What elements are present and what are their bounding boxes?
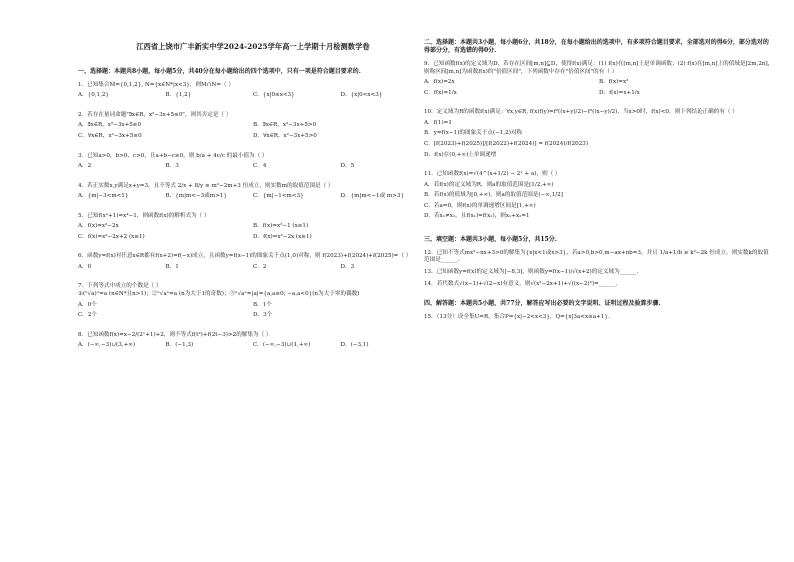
option-b: B．1	[165, 263, 179, 270]
question-4	[78, 183, 428, 204]
option-d: D．f(x)在(0,+∞)上单调递增	[424, 151, 497, 158]
question-14	[424, 281, 774, 289]
question-3	[78, 153, 428, 174]
option-b: B．{m|m<−3或m>1}	[165, 193, 227, 200]
question-stem: 11．已知函数f(x)=√(4^(x+1/2) − 2ˣ + a)，则（ ）	[424, 171, 561, 178]
option-c: C．{m|−1<m<3}	[253, 193, 304, 200]
option-d: D．3个	[253, 312, 273, 319]
option-b: B．3	[165, 163, 179, 170]
option-c: C．(−∞,−3)∪(1,+∞)	[253, 342, 311, 349]
option-c: C．∀x∈R，x²−3x+5≥0	[78, 133, 142, 139]
section-2-heading: 二、选择题：本题共3小题，每小题6分，共18分，在每小题给出的选项中，有多项符合题目要求，全部选对的得6分，部分选对的得部分分，有选错的得0分.	[424, 39, 769, 55]
question-12	[424, 250, 774, 265]
question-stem: 14．若代数式√(x−1)+√(2−x)有意义，则√(x²−2x+1)+√((x−2)²)=______.	[424, 280, 618, 287]
option-a: A．{0,1,2}	[78, 92, 109, 99]
option-b: B．y=f(x−1)的图象关于点(−1,2)对称	[424, 130, 523, 137]
question-6	[78, 253, 428, 274]
section-1-heading: 一、选择题：本题共8小题，每小题5分，共40分在每小题给出的四个选项中，只有一项是符合题目要求的.	[78, 67, 361, 75]
question-15	[424, 314, 774, 322]
left-column	[78, 36, 428, 357]
option-a: A．f(x)=x²−2x	[78, 223, 119, 230]
question-stem: 2．若存在量词命题"∃x∈R，x²−3x+5≤0"，则其否定是（ ）	[78, 111, 232, 118]
option-b: B．若f(x)的值域为[0,+∞)，则a的取值范围是(−∞,1/2]	[424, 192, 563, 199]
option-a: A．0个	[78, 301, 97, 308]
option-d: D．f(x)=x+1/x	[599, 89, 640, 96]
exam-title: 江西省上饶市广丰新实中学2024-2025学年高一上学期十月检测数学卷	[136, 42, 370, 51]
option-c: C．f(x)=1/x	[424, 89, 457, 96]
option-c: C．f(x)=x²−2x+2 (x≥1)	[78, 233, 145, 240]
option-d: D．{x|0<x<3}	[340, 92, 383, 99]
option-b: B．f(x)=x²	[599, 79, 629, 86]
option-c: C．{x|0≤x<3}	[253, 92, 295, 99]
question-stem: 15．（13分）设全集U=R，集合P={x|−2<x<3}，Q={x|3a<x≤a+1}.	[424, 314, 610, 321]
option-c: C．若a=0，则f(x)的单调递增区间是[1,+∞)	[424, 202, 536, 209]
option-a: A．{m|−3<m<1}	[78, 193, 129, 200]
option-a: A．∃x∈R，x²−3x+5≥0	[78, 122, 142, 129]
question-stem: 12．已知不等式mx²−nx+3>0的解集为{x|x<1或x>3}，若a>0,b>0,m−ax+nb=3，并且 1/a+1/b ≥ k²−2k 恒成立，则实数k的取值范围是______.	[424, 249, 769, 264]
option-a: A．0	[78, 263, 92, 270]
option-a: A．f(x)=2x	[424, 79, 455, 86]
question-9	[424, 61, 774, 100]
option-c: C．[f(2023)+f(2025)]/[f(2022)+f(2024)] = f(2024)/f(2023)	[424, 141, 589, 148]
question-7	[78, 283, 428, 322]
question-5	[78, 213, 428, 245]
option-a: A．2	[78, 163, 92, 170]
section-4-heading: 四、解答题：本题共5小题，共77分，解答应写出必要的文字说明、证明过程及验算步骤.	[424, 300, 661, 308]
question-8	[78, 332, 428, 353]
question-1	[78, 82, 428, 103]
question-stem: 5．已知f(x²+1)=x⁴−1，则函数f(x)的解析式为（ ）	[78, 212, 210, 219]
option-d: D．5	[340, 163, 355, 170]
option-d: D．f(x)=x²−2x (x≥1)	[253, 233, 312, 240]
option-b: B．f(x)=x²−1 (x≥1)	[253, 223, 309, 230]
option-c: C．4	[253, 163, 267, 170]
question-stem: 13．已知函数y=f(x)的定义域为[−8,3]，则函数y=f(x−1)/√(x+2)的定义域为______.	[424, 269, 639, 276]
option-a: A．f(1)=1	[424, 119, 452, 126]
option-d: D．∀x∈R，x²−3x+5>0	[253, 133, 317, 139]
option-d: D．若x₁≠x₂，且f(x₁)=f(x₂)，则x₁+x₂=1	[424, 213, 530, 220]
question-stem: 7．下列等式中成立的个数是（ ）	[78, 283, 162, 290]
question-stem: 9．已知函数f(x)的定义域为D，若存在区间[m,n]⊆D，使得f(x)满足：(1) f(x)在[m,n]上是单调函数；(2) f(x)在[m,n]上的值域是[2m,2n]，则称区间[m,n]为函数f(x)的"倍值区间"，下列函数中存在"倍值区间"的有（ ）	[424, 61, 774, 75]
question-stem: 4．若正实数x,y满足x+y=3，且不等式 2/x + 8/y ≥ m²−2m+3 恒成立，则实数m的取值范围是（ ）	[78, 182, 334, 189]
option-c: C．2个	[78, 312, 98, 319]
question-stem: 8．已知函数f(x)=x−2/(2ˣ+1)+2，则不等式f(t²)+f(2t−3)>2的解集为（ ）	[78, 331, 272, 338]
question-stem: 6．函数y=f(x)对任意x∈R都有f(x+2)=f(−x)成立，且函数y=f(x−1)的图象关于点(1,0)对称，则 f(2023)+f(2024)+f(2025)=（ ）	[78, 253, 412, 260]
option-a: A．若f(x)的定义域为R，则a的取值范围是[1/2,+∞)	[424, 181, 554, 188]
question-statements: ①(ⁿ√a)ⁿ=a (n∈N*且n>1)；②ⁿ√aⁿ=a (n为大于1的奇数)；③ⁿ√aⁿ=|a|={a,a≥0; −a,a<0}(n为大于零的偶数)	[78, 291, 360, 298]
option-a: A．(−∞,−3)∪(3,+∞)	[78, 342, 136, 349]
question-10	[424, 109, 774, 162]
option-b: B．(−1,3)	[165, 342, 194, 349]
option-b: B．{1,2}	[165, 92, 192, 99]
question-11	[424, 171, 774, 224]
option-d: D．3	[340, 263, 355, 270]
question-stem: 10．定义域为R的函数f(x)满足：∀x,y∈R, f(x)f(y)=f²((x+y)/2)−f²((x−y)/2)，当x>0时，f(x)<0，则下列结论正确的有（ ）	[424, 109, 738, 116]
section-3-heading: 三、填空题：本题共3小题，每小题5分，共15分.	[424, 235, 557, 243]
option-d: D．(−3,1)	[340, 342, 369, 349]
question-stem: 1．已知集合M={0,1,2}, N={x∈N*|x<3}，则M∩N=（ ）	[78, 81, 234, 88]
option-b: B．∃x∈R，x²−3x+5>0	[253, 122, 317, 129]
option-d: D．{m|m<−1或 m>3}	[340, 193, 405, 200]
question-13	[424, 269, 774, 277]
option-b: B．1个	[253, 301, 272, 308]
right-column	[424, 36, 774, 326]
question-stem: 3．已知a>0，b>0，c>0，且a+b−c≥0，则 b/a + 4c/c 的最小值为（ ）	[78, 152, 268, 159]
option-c: C．2	[253, 263, 267, 270]
question-2	[78, 112, 428, 144]
